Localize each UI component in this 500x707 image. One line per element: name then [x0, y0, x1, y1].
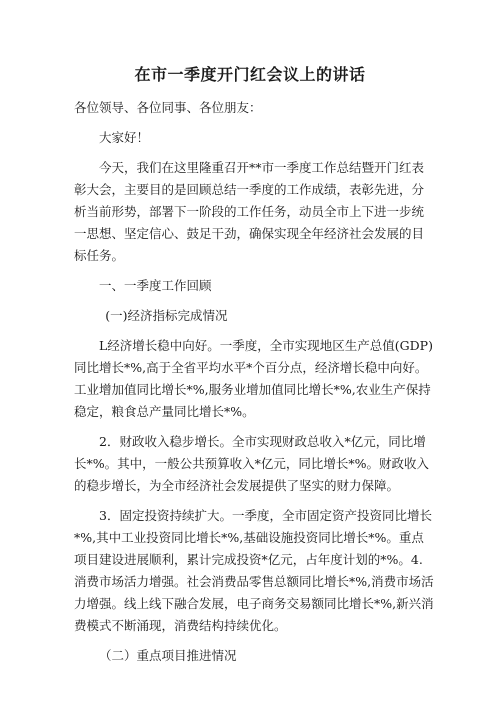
greeting: 大家好！ [99, 130, 150, 145]
document-body [74, 97, 434, 675]
salutation: 各位领导、各位同事、各位朋友： [74, 100, 262, 115]
document-title: 在市一季度开门红会议上的讲话 [134, 65, 366, 84]
subsection-heading-2: （二）重点项目推进情况 [99, 648, 237, 663]
paragraph-fiscal-revenue: 2．财政收入稳步增长。全市实现财政总收入*亿元，同比增长*%。其中，一般公共预算收入*亿元，同比增长*%。财政收入的稳步增长，为全市经济社会发展提供了坚实的财力保障。 [74, 434, 430, 493]
paragraph-economic-growth: L经济增长稳中向好。一季度，全市实现地区生产总值(GDP)同比增长*%,高于全省平均水平*个百分点，经济增长稳中向好。工业增加值同比增长*%,服务业增加值同比增长*%,农业生产保持稳定，粮食总产量同比增长*%。 [74, 338, 433, 419]
subsection-heading-1: (一)经济指标完成情况 [105, 308, 228, 323]
paragraph-fixed-investment: 3．固定投资持续扩大。一季度，全市固定资产投资同比增长*%,其中工业投资同比增长*%,基础设施投资同比增长*%。重点项目建设进展顺利，累计完成投资*亿元，占年度计划的*%。4.消费市场活力增强。社会消费品零售总额同比增长*%,消费市场活力增强。线上线下融合发展，电子商务交易额同比增长*%,新兴消费模式不断涌现，消费结构持续优化。 [74, 508, 434, 633]
intro-paragraph: 今天，我们在这里隆重召开**市一季度工作总结暨开门红表彰大会，主要目的是回顾总结一季度的工作成绩，表彰先进，分析当前形势，部署下一阶段的工作任务，动员全市上下进一步统一思想、坚定信心、鼓足干劲，确保实现全年经济社会发展的目标任务。 [74, 160, 425, 263]
section-heading-1: 一、一季度工作回顾 [99, 278, 212, 293]
